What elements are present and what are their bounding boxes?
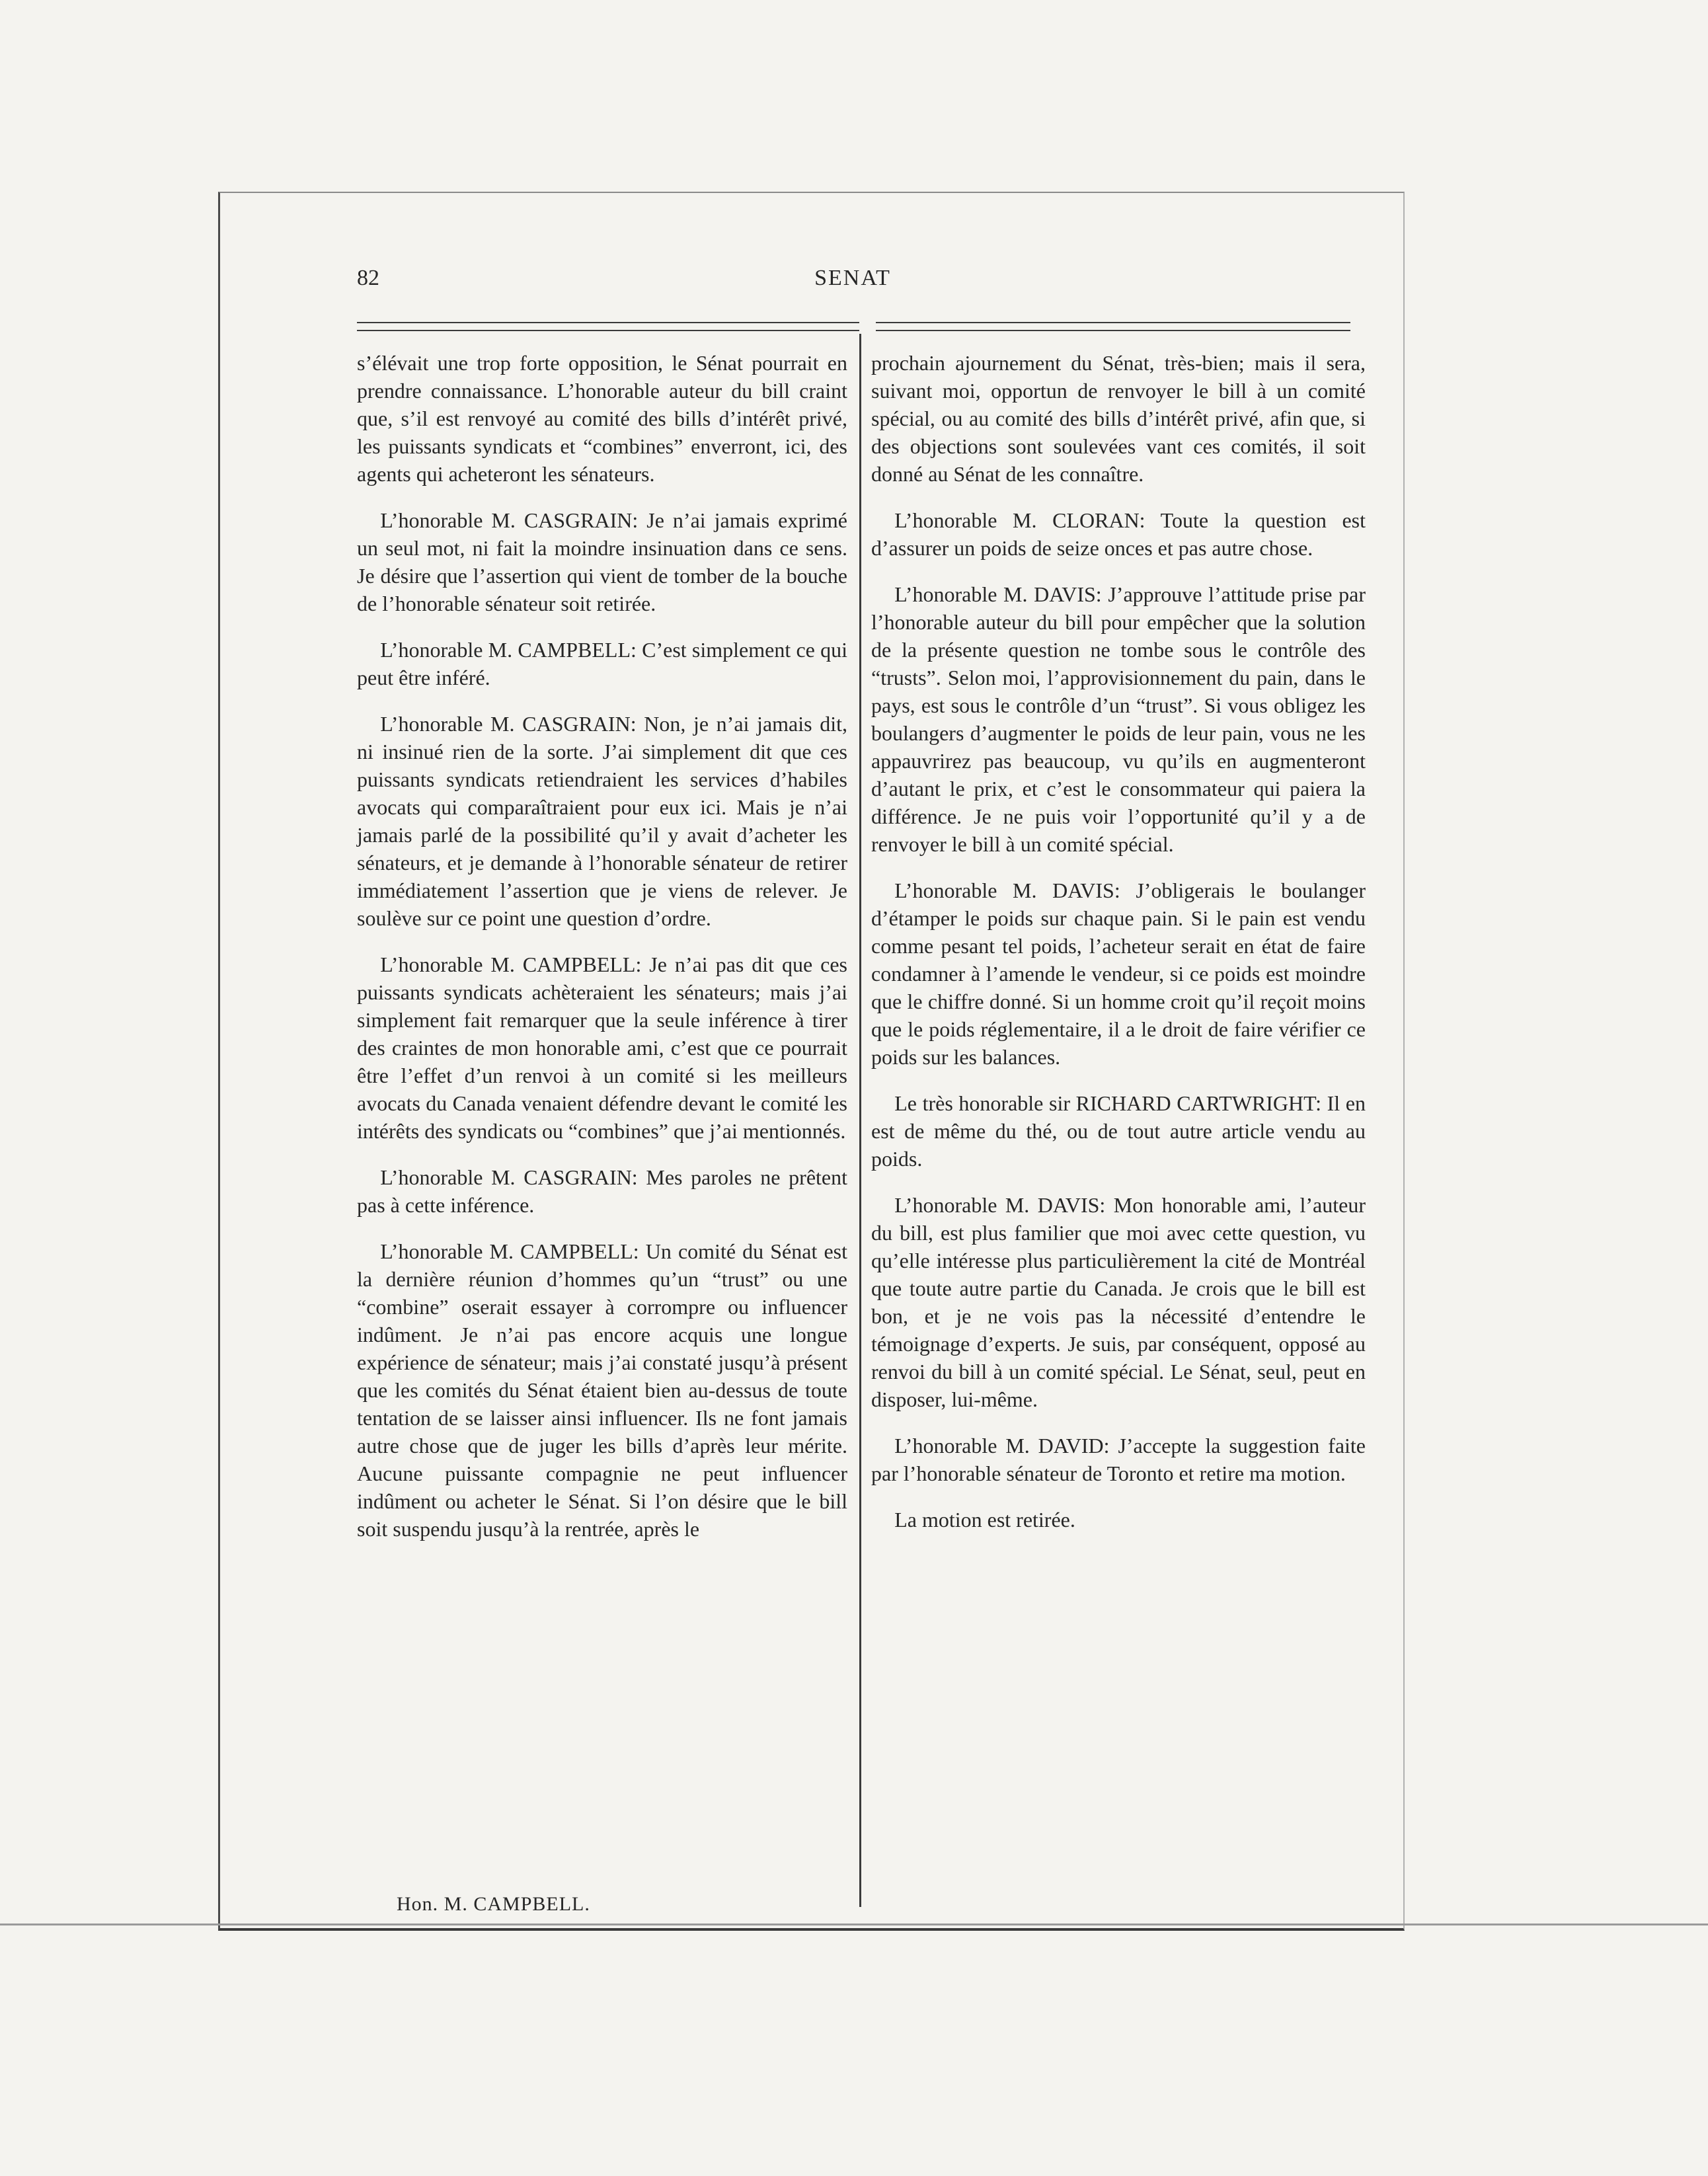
paragraph: L’honorable M. DAVIS: Mon honorable ami, l’auteur du bill, est plus familier que moi avec cette question, vu qu’elle intéresse plus particulièrement la cité de Montréal que toute autre partie du Canada. Je crois que le bill est bon, et je ne vois pas la nécessité d’entendre le témoignage d’experts. Je suis, par conséquent, opposé au renvoi du bill à un comité spécial. Le Sénat, seul, peut en disposer, lui-même. (871, 1193, 1366, 1411)
footer-running-name: Hon. M. CAMPBELL. (397, 1893, 590, 1915)
left-column (357, 349, 847, 1561)
paragraph: L’honorable M. CAMPBELL: Je n’ai pas dit que ces puissants syndicats achèteraient les sénateurs; mais j’ai simplement fait remarquer que la seule inférence à tirer des craintes de mon honorable ami, c’est que ce pourrait être l’effet d’un renvoi à un comité si les meilleurs avocats du Canada venaient défendre devant le comité les intérêts des syndicats ou “combines” que j’ai mentionnés. (357, 952, 847, 1143)
paragraph: L’honorable M. CASGRAIN: Mes paroles ne prêtent pas à cette inférence. (357, 1165, 847, 1217)
column-divider (859, 334, 861, 1907)
paragraph: L’honorable M. CAMPBELL: C’est simplement ce qui peut être inféré. (357, 638, 847, 689)
paragraph: L’honorable M. DAVID: J’accepte la suggestion faite par l’honorable sénateur de Toronto et retire ma motion. (871, 1434, 1366, 1485)
paragraph: L’honorable M. CAMPBELL: Un comité du Sénat est la dernière réunion d’hommes qu’un “trust” ou une “combine” oserait essayer à corrompre ou influencer indûment. Je n’ai pas encore acquis une longue expérience de sénateur; mais j’ai constaté jusqu’à présent que les comités du Sénat étaient bien au-dessus de toute tentation de se laisser ainsi influencer. Ils ne font jamais autre chose que de juger les bills d’après leur mérite. Aucune puissante compagnie ne peut influencer indûment ou acheter le Sénat. Si l’on désire que le bill soit suspendu jusqu’à la rentrée, après le (357, 1239, 847, 1541)
header-double-rule-left (357, 322, 859, 331)
paragraph: prochain ajournement du Sénat, très-bien; mais il sera, suivant moi, opportun de renvoyer le bill à un comité spécial, ou au comité des bills d’intérêt privé, afin que, si des objections sont soulevées vant ces comités, il soit donné au Sénat de les connaître. (871, 351, 1366, 486)
paragraph: L’honorable M. DAVIS: J’obligerais le boulanger d’étamper le poids sur chaque pain. Si le pain est vendu comme pesant tel poids, l’acheteur serait en état de faire condamner à l’amende le vendeur, si ce poids est moindre que le chiffre donné. Si un homme croit qu’il reçoit moins que le poids réglementaire, il a le droit de faire vérifier ce poids sur les balances. (871, 878, 1366, 1069)
paragraph: La motion est retirée. (894, 1508, 1075, 1532)
paragraph: Le très honorable sir RICHARD CARTWRIGHT: Il en est de même du thé, ou de tout autre article vendu au poids. (871, 1091, 1366, 1171)
paragraph: L’honorable M. CLORAN: Toute la question est d’assurer un poids de seize onces et pas autre chose. (871, 508, 1366, 560)
paragraph: L’honorable M. CASGRAIN: Je n’ai jamais exprimé un seul mot, ni fait la moindre insinuation dans ce sens. Je désire que l’assertion qui vient de tomber de la bouche de l’honorable sénateur soit retirée. (357, 508, 847, 615)
page-number: 82 (357, 266, 379, 290)
paragraph: L’honorable M. CASGRAIN: Non, je n’ai jamais dit, ni insinué rien de la sorte. J’ai simplement dit que ces puissants syndicats retiendraient les services d’habiles avocats qui comparaîtraient pour eux ici. Mais je n’ai jamais parlé de la possibilité qu’il y avait d’acheter les sénateurs, et je demande à l’honorable sénateur de retirer immédiatement l’assertion que je viens de relever. Je soulève sur ce point une question d’ordre. (357, 712, 847, 930)
header-double-rule-right (876, 322, 1350, 331)
page-title: SENAT (814, 266, 891, 290)
paragraph: L’honorable M. DAVIS: J’approuve l’attitude prise par l’honorable auteur du bill pour empêcher que la solution de la présente question ne tombe sous le contrôle des “trusts”. Selon moi, l’approvisionnement du pain, dans le pays, est sous le contrôle d’un “trust”. Si vous obligez les boulangers d’augmenter le poids de leur pain, vous ne les appauvrirez pas beaucoup, vu qu’ils en augmenteront d’autant le prix, et c’est le consommateur qui paiera la différence. Je ne puis voir l’opportunité qu’il y a de renvoyer le bill à un comité spécial. (871, 582, 1366, 856)
right-column (871, 349, 1366, 1552)
paragraph: s’élévait une trop forte opposition, le Sénat pourrait en prendre connaissance. L’honorable auteur du bill craint que, s’il est renvoyé au comité des bills d’intérêt privé, les puissants syndicats et “combines” enverront, ici, des agents qui acheteront les sénateurs. (357, 351, 847, 486)
scan-edge-line (0, 1923, 1708, 1925)
